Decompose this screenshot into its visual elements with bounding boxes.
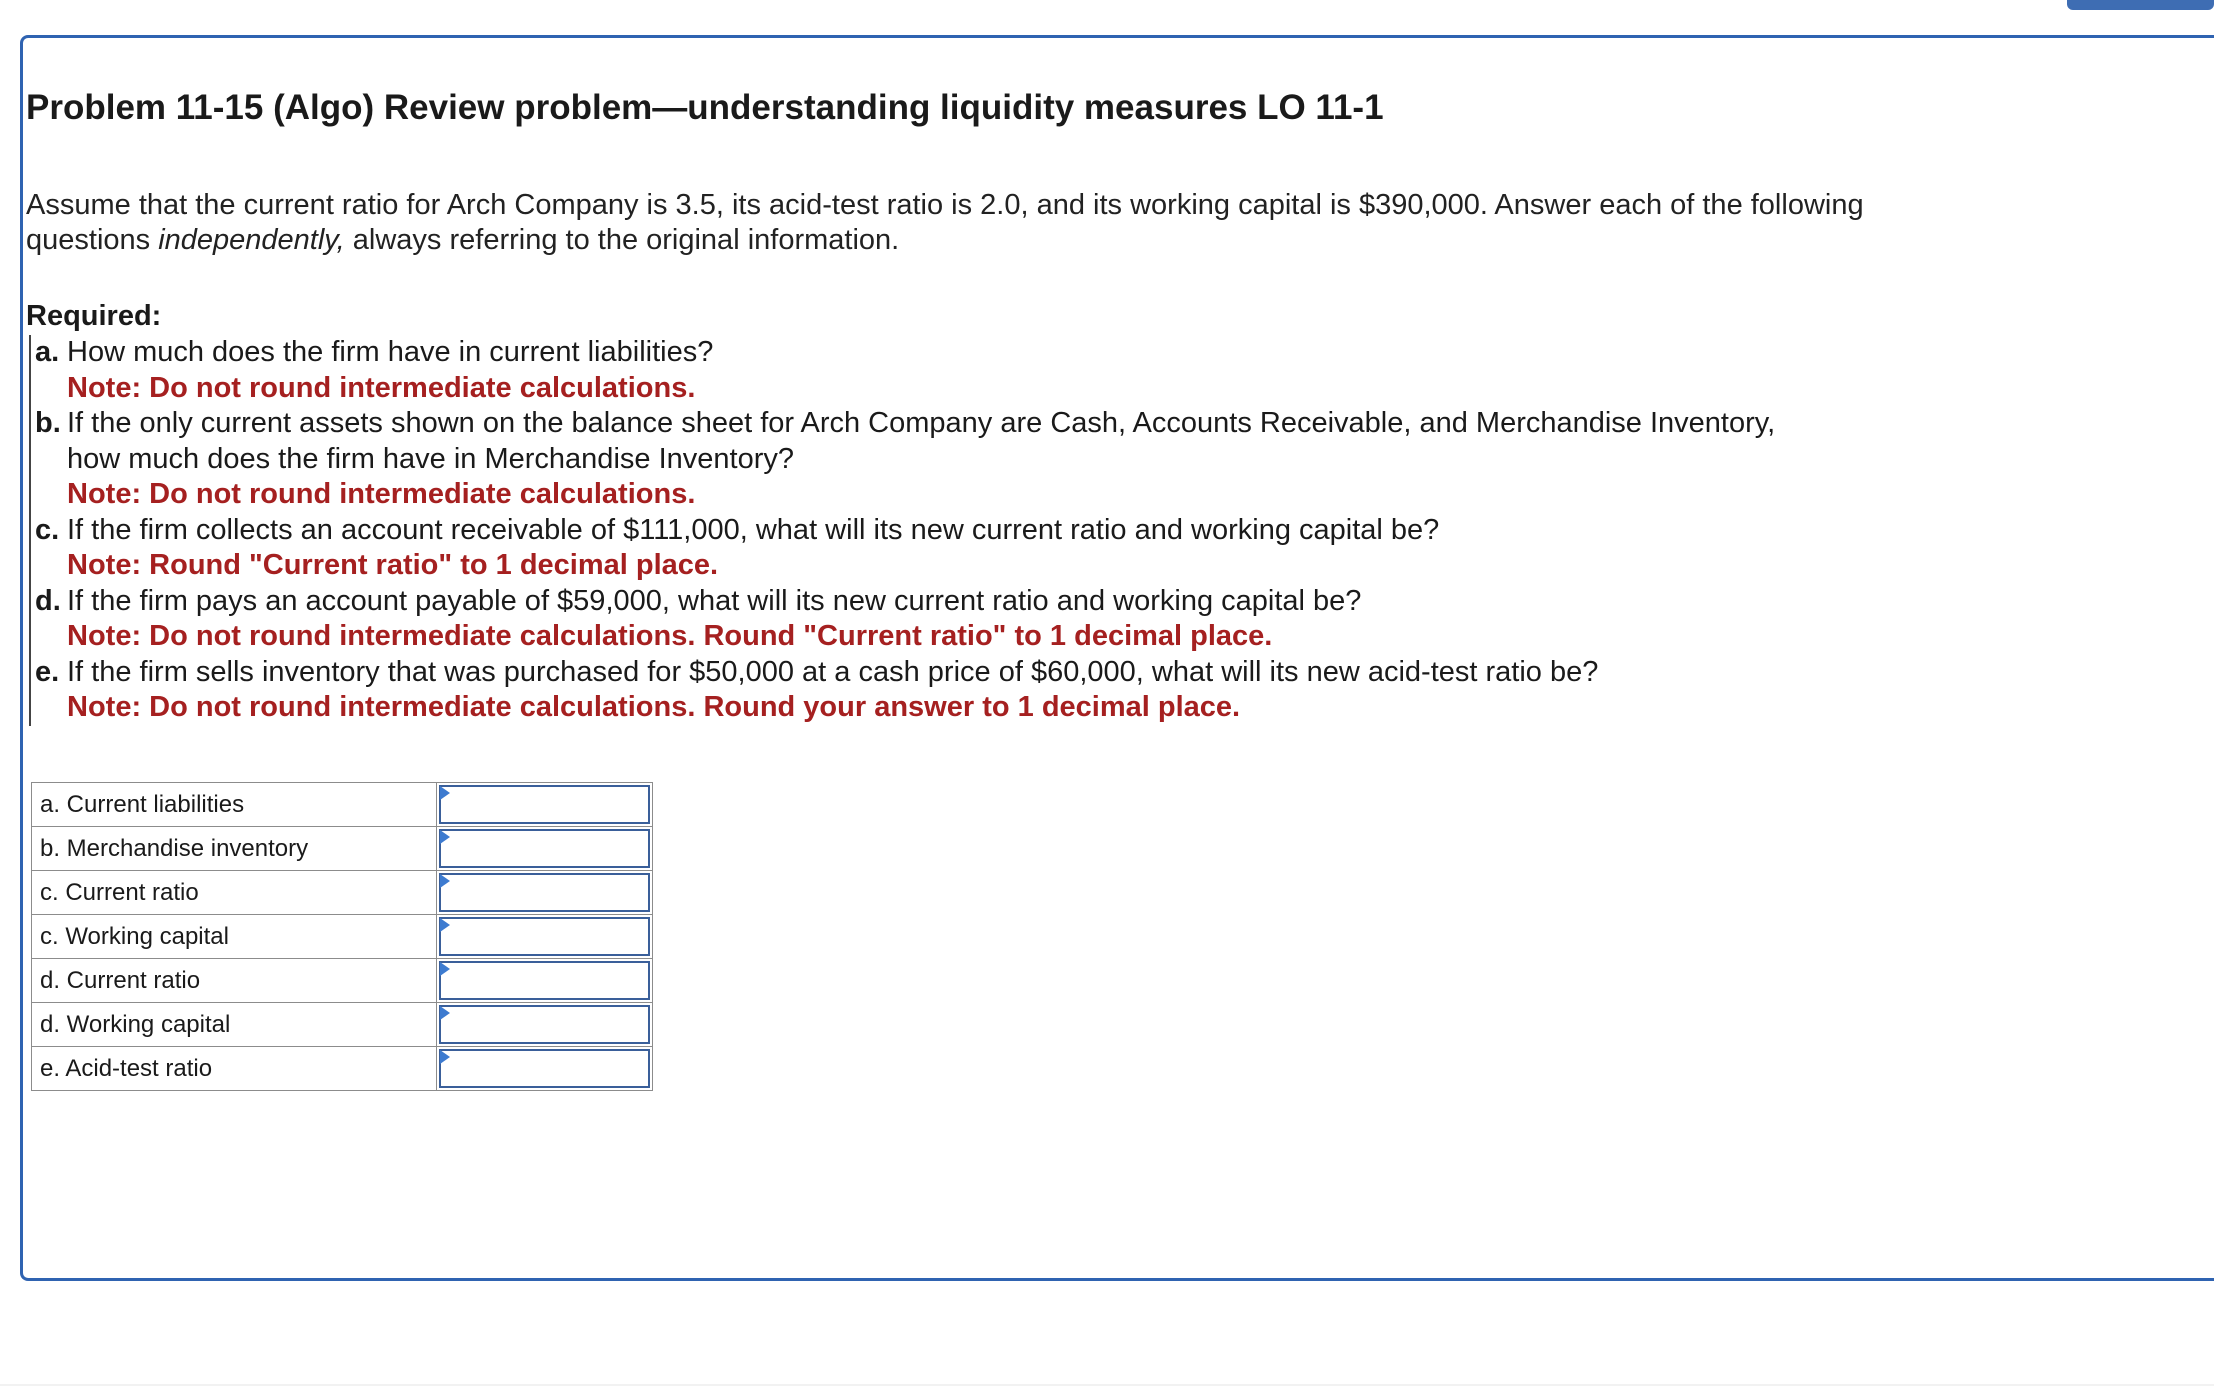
table-row (32, 915, 653, 959)
entry-marker-icon (440, 962, 450, 976)
row-label: c. Working capital (32, 915, 437, 959)
row-label: d. Current ratio (32, 959, 437, 1003)
acid-test-ratio-input[interactable] (439, 1049, 650, 1088)
required-item-e (29, 655, 1829, 726)
answer-cell (437, 1003, 653, 1047)
problem-intro (26, 188, 1976, 258)
answer-cell (437, 915, 653, 959)
entry-marker-icon (440, 874, 450, 888)
table-row (32, 959, 653, 1003)
table-row (32, 871, 653, 915)
entry-marker-icon (440, 918, 450, 932)
required-question: How much does the firm have in current liabilities? (67, 336, 714, 368)
required-question: If the only current assets shown on the balance sheet for Arch Company are Cash, Accounts Receivable, and Merchandise Inventory, how much does the firm have in Merchandise Inventory? (67, 407, 1776, 475)
entry-marker-icon (440, 830, 450, 844)
top-right-tab-strip (2067, 0, 2214, 10)
required-letter: d. (35, 584, 61, 617)
row-label: b. Merchandise inventory (32, 827, 437, 871)
answer-cell (437, 827, 653, 871)
required-note: Note: Round "Current ratio" to 1 decimal place. (67, 549, 719, 581)
required-item-b (29, 406, 1829, 513)
required-letter: e. (35, 655, 60, 688)
problem-title: Problem 11-15 (Algo) Review problem—understanding liquidity measures LO 11-1 (26, 88, 1384, 127)
entry-marker-icon (440, 1006, 450, 1020)
answer-cell (437, 1047, 653, 1091)
answer-table (31, 782, 653, 1091)
required-note: Note: Do not round intermediate calculations. Round your answer to 1 decimal place. (67, 691, 1241, 723)
answer-cell (437, 871, 653, 915)
entry-marker-icon (440, 1050, 450, 1064)
required-letter: c. (35, 513, 60, 546)
required-question: If the firm sells inventory that was purchased for $50,000 at a cash price of $60,000, what will its new acid-test ratio be? (67, 655, 1599, 688)
required-item-a (29, 335, 1829, 406)
required-question: If the firm collects an account receivable of $111,000, what will its new current ratio and working capital be? (67, 513, 1440, 546)
table-row (32, 1003, 653, 1047)
required-note: Note: Do not round intermediate calculations. (67, 371, 696, 404)
required-letter: a. (35, 336, 60, 368)
intro-text-1: Assume that the current ratio for Arch Company is 3.5, its acid-test ratio is 2.0, and its working capital is $390,000. Answer each of the following questions (26, 189, 1864, 256)
required-note: Note: Do not round intermediate calculations. Round "Current ratio" to 1 decimal place. (67, 620, 1273, 652)
required-heading: Required: (26, 300, 162, 332)
c-working-capital-input[interactable] (439, 917, 650, 956)
bottom-divider (0, 1384, 2214, 1386)
answer-cell (437, 959, 653, 1003)
answer-cell (437, 783, 653, 827)
row-label: c. Current ratio (32, 871, 437, 915)
required-item-c (29, 513, 1829, 584)
intro-text-2: always referring to the original information. (344, 224, 900, 256)
d-current-ratio-input[interactable] (439, 961, 650, 1000)
c-current-ratio-input[interactable] (439, 873, 650, 912)
required-list (29, 335, 1829, 726)
table-row (32, 1047, 653, 1091)
merchandise-inventory-input[interactable] (439, 829, 650, 868)
required-letter: b. (35, 407, 61, 439)
table-row (32, 783, 653, 827)
row-label: d. Working capital (32, 1003, 437, 1047)
required-note: Note: Do not round intermediate calculations. (67, 478, 696, 510)
table-row (32, 827, 653, 871)
entry-marker-icon (440, 786, 450, 800)
row-label: a. Current liabilities (32, 783, 437, 827)
required-question: If the firm pays an account payable of $59,000, what will its new current ratio and working capital be? (67, 584, 1362, 617)
intro-emphasis: independently, (158, 224, 345, 256)
required-item-d (29, 584, 1829, 655)
row-label: e. Acid-test ratio (32, 1047, 437, 1091)
problem-panel (20, 35, 2214, 1281)
d-working-capital-input[interactable] (439, 1005, 650, 1044)
current-liabilities-input[interactable] (439, 785, 650, 824)
